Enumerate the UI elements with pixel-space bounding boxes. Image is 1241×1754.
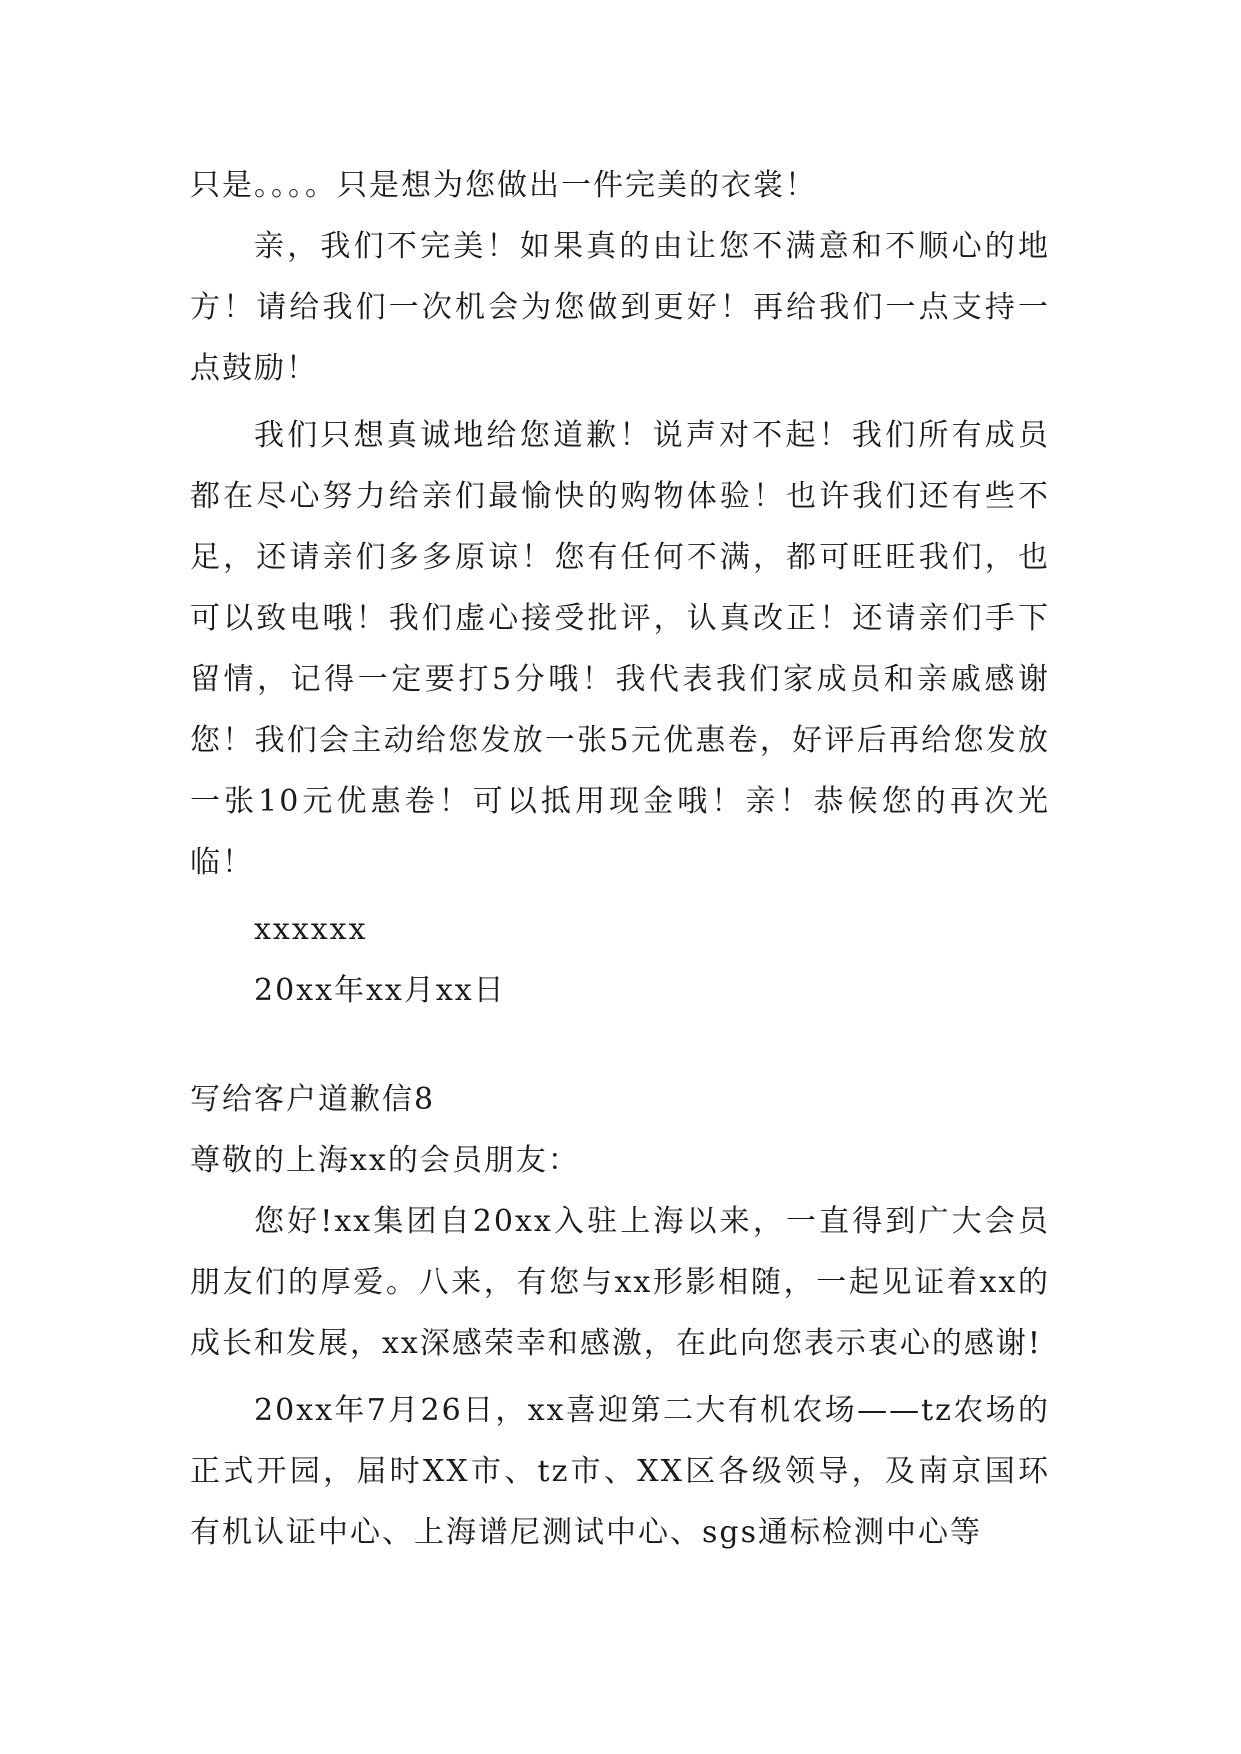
spacer xyxy=(190,1021,1050,1069)
paragraph-farm-opening: 20xx年7月26日，xx喜迎第二大有机农场——tz农场的正式开园，届时XX市、tz市、XX区各级领导，及南京国环有机认证中心、上海谱尼测试中心、sgs通标检测中心等 xyxy=(190,1393,1050,1550)
paragraph-greeting: 您好!xx集团自20xx入驻上海以来，一直得到广大会员朋友们的厚爱。八来，有您与xx形影相随，一起见证着xx的成长和发展，xx深感荣幸和感激，在此向您表示衷心的感谢! xyxy=(190,1204,1050,1361)
salutation: 尊敬的上海xx的会员朋友： xyxy=(190,1143,580,1178)
document-body xyxy=(190,155,1050,1563)
section-title: 写给客户道歉信8 xyxy=(190,1082,436,1117)
signature: xxxxxx xyxy=(254,912,368,947)
paragraph-continuation: 只是。。。。只是想为您做出一件完美的衣裳！ xyxy=(190,168,817,203)
paragraph-not-perfect: 亲，我们不完美！如果真的由让您不满意和不顺心的地方！请给我们一次机会为您做到更好！再给我们一点支持一点鼓励！ xyxy=(190,229,1050,386)
signature-date: 20xx年xx月xx日 xyxy=(254,973,506,1008)
paragraph-apology: 我们只想真诚地给您道歉！说声对不起！我们所有成员都在尽心努力给亲们最愉快的购物体验！也许我们还有些不足，还请亲们多多原谅！您有任何不满，都可旺旺我们，也可以致电哦！我们虚心接受批评，认真改正！还请亲们手下留情，记得一定要打5分哦！我代表我们家成员和亲戚感谢您！我们会主动给您发放一张5元优惠卷，好评后再给您发放一张10元优惠卷！可以抵用现金哦！亲！恭候您的再次光临！ xyxy=(190,418,1050,880)
